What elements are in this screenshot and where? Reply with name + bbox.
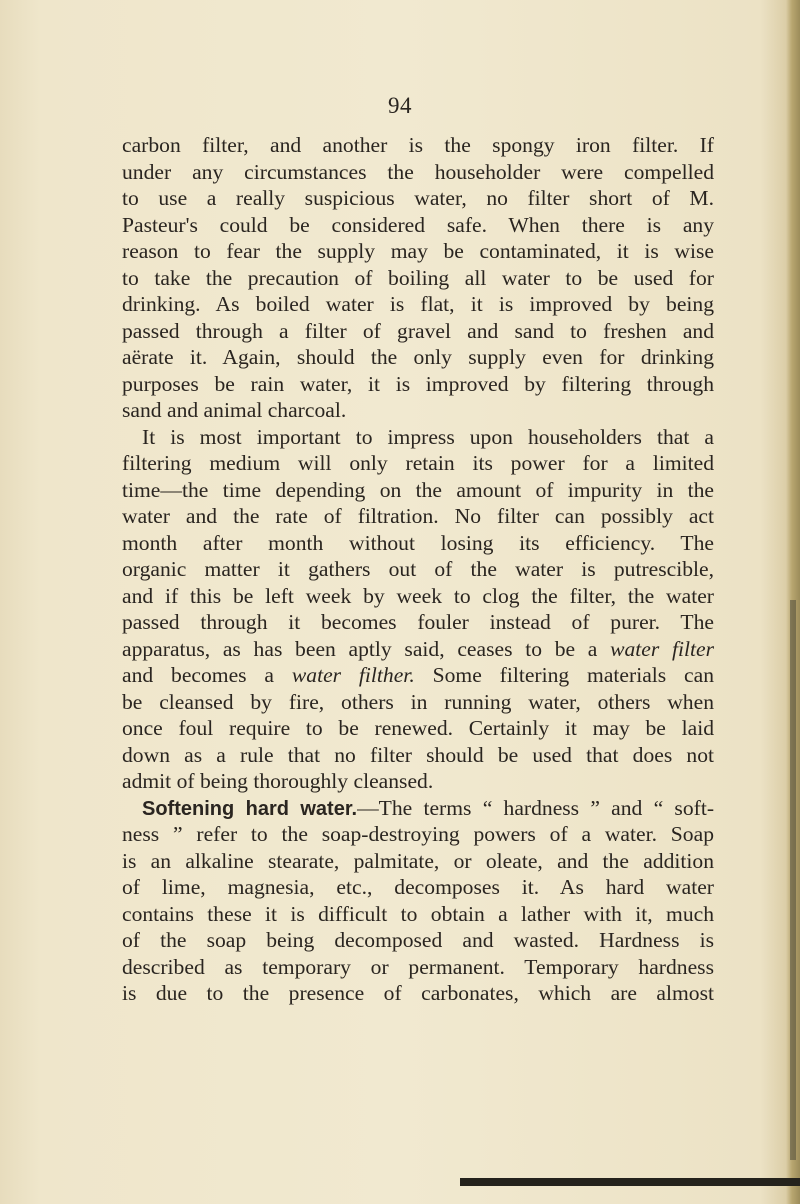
paragraph-start-line (122, 424, 714, 451)
line-text: sand and animal charcoal. (122, 398, 347, 422)
line-text: under any circumstances the householder were compelled (122, 159, 714, 184)
text-line (122, 503, 714, 530)
line-text: of lime, magnesia, etc., decomposes it. As hard water (122, 875, 714, 899)
text-line (122, 689, 714, 716)
bottom-dark-rule (460, 1178, 800, 1186)
page-number: 94 (388, 93, 412, 118)
text-line (122, 556, 714, 583)
section-heading: Softening hard water. (142, 797, 358, 820)
line-text: month after month without losing its efficiency. The (122, 530, 714, 555)
text-line (122, 450, 714, 477)
line-text: to use a really suspicious water, no filter short of M. (122, 186, 714, 210)
text-line (122, 159, 714, 186)
body-text (122, 132, 714, 1007)
line-text: purposes be rain water, it is improved by filtering through (122, 371, 714, 396)
line-text: filtering medium will only retain its power for a limited (122, 451, 714, 475)
line-text: is due to the presence of carbonates, which are almost (122, 981, 714, 1005)
text-line (122, 662, 714, 689)
text-line (122, 954, 714, 981)
line-text: drinking. As boiled water is flat, it is improved by being (122, 292, 714, 316)
line-text: is an alkaline stearate, palmitate, or oleate, and the addition (122, 848, 714, 873)
text-line (122, 927, 714, 954)
line-text: time—the time depending on the amount of impurity in the (122, 477, 714, 502)
line-text: and if this be left week by week to clog the filter, the water (122, 583, 714, 608)
text-line (122, 715, 714, 742)
line-text: of the soap being decomposed and wasted. Hardness is (122, 928, 714, 952)
text-line (122, 768, 714, 795)
line-text: —The terms “ hardness ” and “ soft- (357, 795, 714, 820)
text-line (122, 132, 714, 159)
text-line (122, 265, 714, 292)
text-line (122, 477, 714, 504)
line-text: down as a rule that no filter should be used that does not (122, 742, 714, 767)
line-text: ness ” refer to the soap-destroying powers of a water. Soap (122, 822, 714, 846)
text-line (122, 583, 714, 610)
text-line (122, 397, 714, 424)
line-text: reason to fear the supply may be contaminated, it is wise (122, 239, 714, 263)
italic-phrase: water filther. (291, 663, 415, 687)
line-text: passed through a filter of gravel and sand to freshen and (122, 318, 714, 343)
text-line (122, 318, 714, 345)
line-text: aërate it. Again, should the only supply even for drinking (122, 345, 714, 369)
line-text: apparatus, as has been aptly said, ceases to be a (122, 636, 611, 661)
text-line (122, 742, 714, 769)
text-line (122, 530, 714, 557)
line-text: organic matter it gathers out of the water is putrescible, (122, 557, 714, 581)
text-line (122, 901, 714, 928)
text-line (122, 291, 714, 318)
line-text: Some filtering materials can (414, 663, 714, 687)
text-line (122, 212, 714, 239)
line-text: Pasteur's could be considered safe. When there is any (122, 212, 714, 237)
text-line (122, 371, 714, 398)
line-text: carbon filter, and another is the spongy iron filter. If (122, 133, 714, 157)
line-text: passed through it becomes fouler instead of purer. The (122, 610, 714, 634)
line-text: described as temporary or permanent. Temporary hardness (122, 954, 714, 979)
text-line (122, 609, 714, 636)
text-line (122, 185, 714, 212)
line-text: water and the rate of filtration. No filter can possibly act (122, 504, 714, 528)
text-line (122, 821, 714, 848)
italic-phrase: water filter (610, 636, 714, 661)
line-text: and becomes a (122, 663, 292, 687)
text-line (122, 636, 714, 663)
line-text: contains these it is difficult to obtain a lather with it, much (122, 901, 714, 926)
text-line (122, 980, 714, 1007)
paragraph-start-line (122, 795, 714, 822)
text-line (122, 344, 714, 371)
line-text: admit of being thoroughly cleansed. (122, 769, 434, 793)
page-edge-dark-strip (790, 600, 796, 1160)
line-text: to take the precaution of boiling all water to be used for (122, 265, 714, 290)
text-line (122, 848, 714, 875)
line-text: once foul require to be renewed. Certainly it may be laid (122, 716, 714, 740)
line-text: It is most important to impress upon householders that a (142, 424, 714, 449)
text-line (122, 874, 714, 901)
line-text: be cleansed by fire, others in running water, others when (122, 689, 714, 714)
text-line (122, 238, 714, 265)
